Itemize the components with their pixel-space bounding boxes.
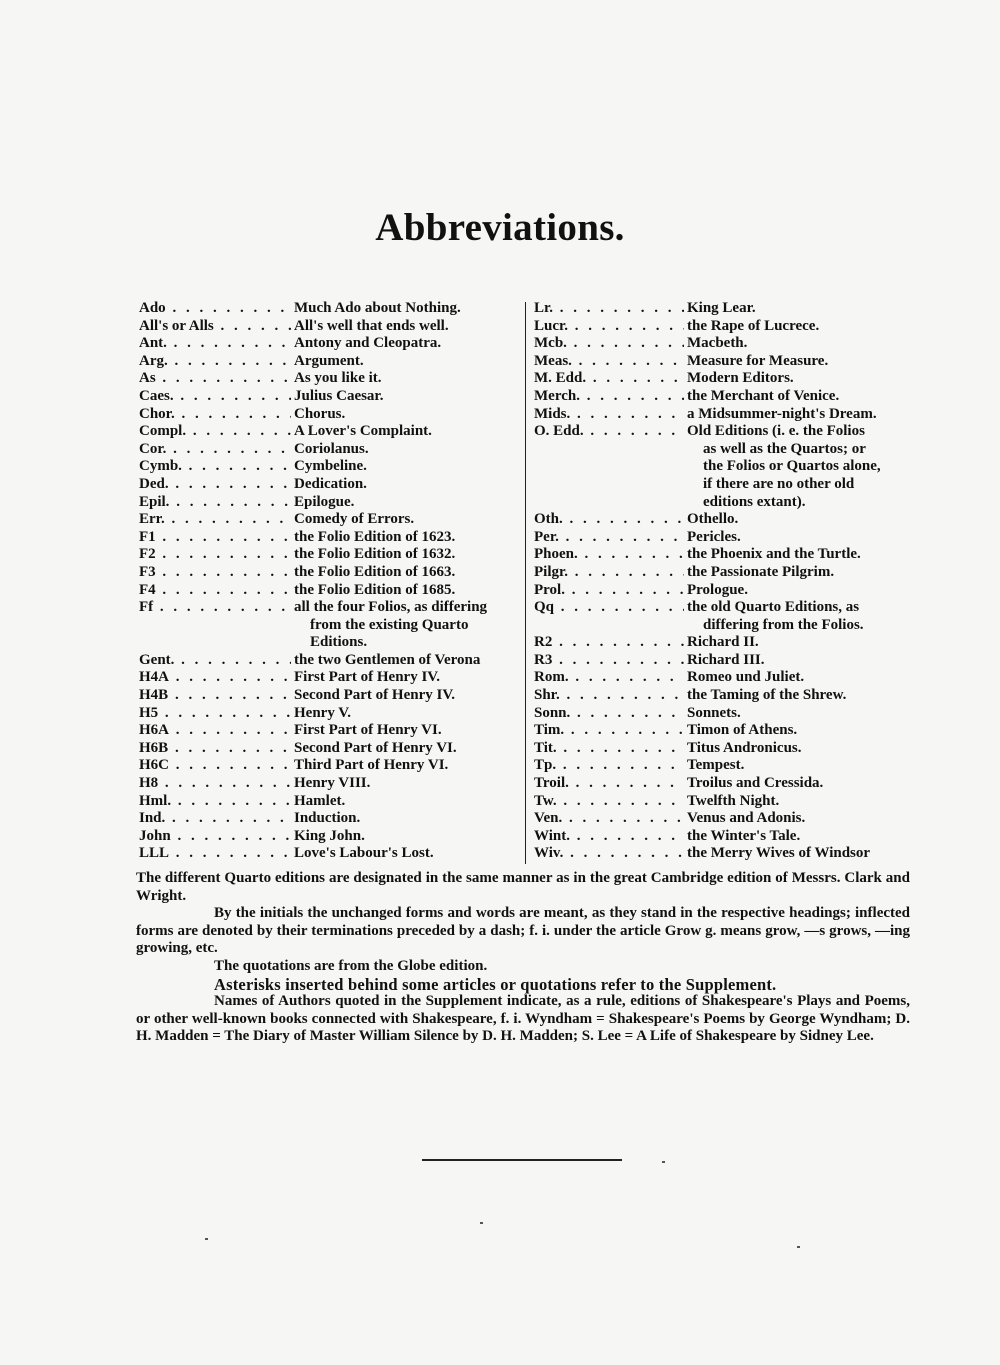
abbreviations-left-column bbox=[139, 300, 524, 863]
abbreviation-meaning bbox=[291, 511, 524, 529]
abbreviation-term: Ado . . . bbox=[139, 300, 291, 318]
abbreviation-row bbox=[139, 546, 524, 564]
abbreviation-term: F4 . . . bbox=[139, 582, 291, 600]
abbreviation-meaning bbox=[291, 757, 524, 775]
abbreviation-row bbox=[534, 722, 914, 740]
abbreviation-term: Ded. . . . bbox=[139, 476, 291, 494]
abbreviation-term: Lr. . . . bbox=[534, 300, 684, 318]
abbreviation-term: Compl. . . . bbox=[139, 423, 291, 441]
abbreviation-meaning bbox=[291, 564, 524, 582]
abbreviation-term: Chor. . . . bbox=[139, 406, 291, 424]
abbreviation-row bbox=[139, 564, 524, 582]
abbreviation-row bbox=[139, 476, 524, 494]
abbreviation-meaning bbox=[684, 652, 914, 670]
meaning-line: as well as the Quartos; or bbox=[703, 440, 866, 457]
meaning-line: King John. bbox=[294, 827, 365, 844]
abbreviation-row bbox=[534, 388, 914, 406]
meaning-line: Tempest. bbox=[687, 757, 745, 774]
note-globe: The quotations are from the Globe edition. bbox=[214, 957, 488, 974]
abbreviation-row bbox=[139, 318, 524, 336]
abbreviation-meaning bbox=[684, 599, 914, 634]
closing-rule bbox=[422, 1159, 622, 1161]
abbreviation-row bbox=[139, 406, 524, 424]
abbreviation-term: Mids. . . . bbox=[534, 406, 684, 424]
abbreviation-term: Prol. . . . bbox=[534, 582, 684, 600]
abbreviation-row bbox=[534, 546, 914, 564]
abbreviation-term: R3 . . . bbox=[534, 652, 684, 670]
abbreviation-term: Ant. . . . bbox=[139, 335, 291, 353]
abbreviation-term: Phoen. . . . bbox=[534, 546, 684, 564]
abbreviation-meaning bbox=[684, 687, 914, 705]
print-speck bbox=[480, 1222, 483, 1224]
abbreviation-meaning bbox=[684, 634, 914, 652]
meaning-line: all the four Folios, as differing bbox=[294, 599, 488, 616]
abbreviation-term: Merch. . . . bbox=[534, 388, 684, 406]
abbreviation-row bbox=[139, 810, 524, 828]
meaning-line: Henry VIII. bbox=[294, 775, 371, 792]
meaning-line: the two Gentlemen of Verona bbox=[294, 651, 481, 668]
abbreviation-term: Cor. . . . bbox=[139, 441, 291, 459]
abbreviation-meaning bbox=[291, 810, 524, 828]
meaning-line: A Lover's Complaint. bbox=[294, 423, 432, 440]
abbreviation-row bbox=[534, 300, 914, 318]
abbreviation-meaning bbox=[684, 318, 914, 336]
abbreviation-term: Shr. . . . bbox=[534, 687, 684, 705]
abbreviation-meaning bbox=[291, 775, 524, 793]
abbreviation-row bbox=[534, 423, 914, 511]
abbreviation-term: Ven. . . . bbox=[534, 810, 684, 828]
abbreviation-term: Ind. . . . bbox=[139, 810, 291, 828]
abbreviation-row bbox=[534, 599, 914, 634]
abbreviation-term: John . . . bbox=[139, 828, 291, 846]
meaning-line: the old Quarto Editions, as bbox=[687, 599, 860, 616]
abbreviation-meaning bbox=[684, 757, 914, 775]
abbreviation-term: Rom. . . . bbox=[534, 669, 684, 687]
meaning-line: Hamlet. bbox=[294, 792, 346, 809]
abbreviation-row bbox=[534, 353, 914, 371]
abbreviation-row bbox=[534, 828, 914, 846]
abbreviation-term: Troil. . . . bbox=[534, 775, 684, 793]
abbreviation-term: Cymb. . . . bbox=[139, 458, 291, 476]
abbreviation-term: Wiv. . . . bbox=[534, 845, 684, 863]
abbreviation-meaning bbox=[684, 353, 914, 371]
meaning-line: the Folio Edition of 1623. bbox=[294, 528, 456, 545]
abbreviation-meaning bbox=[291, 845, 524, 863]
meaning-line: Cymbeline. bbox=[294, 458, 367, 475]
abbreviation-term: Lucr. . . . bbox=[534, 318, 684, 336]
abbreviation-row bbox=[139, 494, 524, 512]
abbreviation-term: Epil. . . . bbox=[139, 494, 291, 512]
abbreviation-term: O. Edd. . . . bbox=[534, 423, 684, 441]
abbreviation-meaning bbox=[291, 406, 524, 424]
abbreviation-term: Pilgr. . . . bbox=[534, 564, 684, 582]
meaning-line: Prologue. bbox=[687, 581, 748, 598]
abbreviation-meaning bbox=[291, 353, 524, 371]
abbreviation-row bbox=[139, 582, 524, 600]
abbreviation-term: H6B . . . bbox=[139, 740, 291, 758]
abbreviation-term: Sonn. . . . bbox=[534, 705, 684, 723]
abbreviation-meaning bbox=[291, 458, 524, 476]
abbreviation-row bbox=[534, 511, 914, 529]
abbreviation-meaning bbox=[291, 546, 524, 564]
abbreviation-row bbox=[534, 793, 914, 811]
abbreviation-row bbox=[534, 775, 914, 793]
abbreviation-meaning bbox=[684, 406, 914, 424]
abbreviation-term: H4B . . . bbox=[139, 687, 291, 705]
abbreviation-meaning bbox=[684, 810, 914, 828]
meaning-line: from the existing Quarto bbox=[310, 616, 469, 633]
meaning-line: Timon of Athens. bbox=[687, 722, 798, 739]
meaning-line: Induction. bbox=[294, 810, 361, 827]
abbreviation-row bbox=[139, 652, 524, 670]
abbreviations-right-column bbox=[534, 300, 914, 863]
abbreviation-meaning bbox=[291, 793, 524, 811]
meaning-line: Julius Caesar. bbox=[294, 387, 384, 404]
abbreviation-meaning bbox=[291, 722, 524, 740]
notes-section bbox=[136, 870, 910, 1046]
meaning-line: Old Editions (i. e. the Folios bbox=[687, 423, 865, 440]
meaning-line: the Folio Edition of 1663. bbox=[294, 563, 456, 580]
abbreviation-term: Caes. . . . bbox=[139, 388, 291, 406]
page-title: Abbreviations. bbox=[375, 206, 625, 249]
column-divider bbox=[525, 302, 526, 864]
meaning-line: the Folio Edition of 1632. bbox=[294, 546, 456, 563]
abbreviation-row bbox=[139, 722, 524, 740]
meaning-line: First Part of Henry IV. bbox=[294, 669, 440, 686]
meaning-line: Richard III. bbox=[687, 651, 765, 668]
abbreviation-row bbox=[139, 441, 524, 459]
abbreviation-meaning bbox=[291, 494, 524, 512]
abbreviation-meaning bbox=[291, 599, 524, 652]
abbreviation-meaning bbox=[684, 705, 914, 723]
note-authors: Names of Authors quoted in the Supplement indicate, as a rule, editions of Shakespeare's Plays and Poems, or other well-known books connected with Shakespeare, f. i. Wyndham = Shakespeare's Poems by George Wyndham; D. H. Madden = The Diary of Master William Silence by D. H. Madden; S. Lee = A Life of Shakespeare by Sidney Lee. bbox=[136, 993, 910, 1045]
abbreviation-term: M. Edd. . . . bbox=[534, 370, 684, 388]
abbreviation-term: Err. . . . bbox=[139, 511, 291, 529]
meaning-line: Third Part of Henry VI. bbox=[294, 757, 449, 774]
meaning-line: First Part of Henry VI. bbox=[294, 722, 442, 739]
meaning-line: Henry V. bbox=[294, 704, 351, 721]
abbreviation-row bbox=[534, 740, 914, 758]
meaning-line: the Folios or Quartos alone, bbox=[703, 458, 881, 475]
abbreviation-meaning bbox=[291, 423, 524, 441]
meaning-line: Second Part of Henry IV. bbox=[294, 687, 455, 704]
meaning-line: a Midsummer-night's Dream. bbox=[687, 405, 877, 422]
abbreviation-meaning bbox=[684, 370, 914, 388]
abbreviation-row bbox=[534, 705, 914, 723]
abbreviation-row bbox=[139, 669, 524, 687]
abbreviation-meaning bbox=[684, 388, 914, 406]
meaning-line: Much Ado about Nothing. bbox=[294, 300, 461, 316]
abbreviation-term: LLL . . . bbox=[139, 845, 291, 863]
meaning-line: Coriolanus. bbox=[294, 440, 369, 457]
meaning-line: Titus Andronicus. bbox=[687, 739, 802, 756]
abbreviation-term: Meas. . . . bbox=[534, 353, 684, 371]
meaning-line: Sonnets. bbox=[687, 704, 741, 721]
abbreviation-meaning bbox=[684, 511, 914, 529]
abbreviation-meaning bbox=[291, 388, 524, 406]
meaning-line: differing from the Folios. bbox=[703, 616, 864, 633]
abbreviation-term: F2 . . . bbox=[139, 546, 291, 564]
meaning-line: As you like it. bbox=[294, 370, 382, 387]
abbreviation-meaning bbox=[291, 529, 524, 547]
abbreviation-row bbox=[139, 775, 524, 793]
abbreviation-term: Qq . . . bbox=[534, 599, 684, 617]
abbreviation-meaning bbox=[684, 582, 914, 600]
abbreviation-term: Per. . . . bbox=[534, 529, 684, 547]
abbreviation-term: Tw. . . . bbox=[534, 793, 684, 811]
abbreviation-meaning bbox=[684, 423, 914, 511]
abbreviation-meaning bbox=[291, 828, 524, 846]
meaning-line: the Passionate Pilgrim. bbox=[687, 563, 835, 580]
abbreviation-term: Ff . . . bbox=[139, 599, 291, 617]
meaning-line: the Rape of Lucrece. bbox=[687, 317, 820, 334]
abbreviation-term: Hml. . . . bbox=[139, 793, 291, 811]
meaning-line: King Lear. bbox=[687, 300, 756, 316]
abbreviation-row bbox=[139, 687, 524, 705]
meaning-line: Macbeth. bbox=[687, 335, 748, 352]
abbreviation-row bbox=[139, 370, 524, 388]
meaning-line: Comedy of Errors. bbox=[294, 511, 415, 528]
abbreviation-meaning bbox=[291, 441, 524, 459]
abbreviation-row bbox=[139, 793, 524, 811]
abbreviation-meaning bbox=[291, 370, 524, 388]
abbreviation-term: H6C . . . bbox=[139, 757, 291, 775]
abbreviation-meaning bbox=[684, 335, 914, 353]
meaning-line: Troilus and Cressida. bbox=[687, 775, 824, 792]
abbreviation-term: Arg. . . . bbox=[139, 353, 291, 371]
abbreviation-row bbox=[534, 564, 914, 582]
abbreviation-meaning bbox=[684, 845, 914, 863]
print-speck bbox=[797, 1246, 800, 1248]
meaning-line: the Phoenix and the Turtle. bbox=[687, 546, 861, 563]
meaning-line: Antony and Cleopatra. bbox=[294, 335, 442, 352]
abbreviation-row bbox=[534, 318, 914, 336]
abbreviation-meaning bbox=[684, 793, 914, 811]
abbreviation-meaning bbox=[291, 318, 524, 336]
abbreviation-term: Tim. . . . bbox=[534, 722, 684, 740]
abbreviation-term: Tp. . . . bbox=[534, 757, 684, 775]
abbreviation-meaning bbox=[291, 705, 524, 723]
abbreviation-row bbox=[534, 845, 914, 863]
abbreviation-row bbox=[139, 705, 524, 723]
abbreviation-term: F3 . . . bbox=[139, 564, 291, 582]
abbreviation-meaning bbox=[684, 669, 914, 687]
abbreviation-term: R2 . . . bbox=[534, 634, 684, 652]
meaning-line: Love's Labour's Lost. bbox=[294, 845, 434, 862]
abbreviation-term: F1 . . . bbox=[139, 529, 291, 547]
abbreviation-row bbox=[534, 810, 914, 828]
note-asterisks: Asterisks inserted behind some articles or quotations refer to the Supplement. bbox=[214, 974, 777, 994]
abbreviation-meaning bbox=[684, 775, 914, 793]
meaning-line: Pericles. bbox=[687, 528, 741, 545]
abbreviation-meaning bbox=[291, 582, 524, 600]
meaning-line: Argument. bbox=[294, 352, 364, 369]
abbreviation-term: Tit. . . . bbox=[534, 740, 684, 758]
abbreviation-row bbox=[139, 599, 524, 652]
abbreviation-row bbox=[534, 634, 914, 652]
meaning-line: Chorus. bbox=[294, 405, 346, 422]
abbreviation-row bbox=[139, 300, 524, 318]
abbreviation-row bbox=[139, 740, 524, 758]
meaning-line: if there are no other old bbox=[703, 475, 855, 492]
abbreviation-term: H8 . . . bbox=[139, 775, 291, 793]
abbreviation-meaning bbox=[684, 564, 914, 582]
abbreviation-row bbox=[139, 845, 524, 863]
abbreviation-row bbox=[534, 529, 914, 547]
meaning-line: Measure for Measure. bbox=[687, 352, 829, 369]
abbreviation-row bbox=[139, 353, 524, 371]
meaning-line: Richard II. bbox=[687, 634, 759, 651]
abbreviation-row bbox=[139, 388, 524, 406]
abbreviation-term: H5 . . . bbox=[139, 705, 291, 723]
abbreviation-term: As . . . bbox=[139, 370, 291, 388]
meaning-line: the Winter's Tale. bbox=[687, 827, 801, 844]
abbreviation-meaning bbox=[291, 652, 524, 670]
abbreviation-term: H4A . . . bbox=[139, 669, 291, 687]
abbreviation-term: Gent. . . . bbox=[139, 652, 291, 670]
meaning-line: All's well that ends well. bbox=[294, 317, 449, 334]
meaning-line: Second Part of Henry VI. bbox=[294, 739, 457, 756]
abbreviation-meaning bbox=[684, 529, 914, 547]
meaning-line: Romeo und Juliet. bbox=[687, 669, 805, 686]
meaning-line: Editions. bbox=[310, 634, 368, 651]
meaning-line: editions extant). bbox=[703, 493, 806, 510]
abbreviation-meaning bbox=[291, 300, 524, 318]
abbreviation-term: All's or Alls . . . bbox=[139, 318, 291, 336]
abbreviation-row bbox=[534, 652, 914, 670]
meaning-line: Twelfth Night. bbox=[687, 792, 780, 809]
abbreviation-meaning bbox=[291, 687, 524, 705]
abbreviation-row bbox=[139, 423, 524, 441]
abbreviation-meaning bbox=[684, 740, 914, 758]
meaning-line: the Folio Edition of 1685. bbox=[294, 581, 456, 598]
abbreviation-row bbox=[534, 335, 914, 353]
meaning-line: Venus and Adonis. bbox=[687, 810, 806, 827]
abbreviation-row bbox=[139, 828, 524, 846]
meaning-line: the Taming of the Shrew. bbox=[687, 687, 847, 704]
meaning-line: Modern Editors. bbox=[687, 370, 794, 387]
abbreviation-meaning bbox=[291, 669, 524, 687]
abbreviation-row bbox=[534, 406, 914, 424]
abbreviation-row bbox=[534, 370, 914, 388]
abbreviation-meaning bbox=[684, 722, 914, 740]
abbreviation-row bbox=[139, 529, 524, 547]
meaning-line: Dedication. bbox=[294, 475, 367, 492]
abbreviation-meaning bbox=[291, 335, 524, 353]
abbreviation-meaning bbox=[684, 546, 914, 564]
abbreviation-row bbox=[534, 687, 914, 705]
abbreviation-meaning bbox=[291, 476, 524, 494]
abbreviation-row bbox=[139, 757, 524, 775]
abbreviation-meaning bbox=[684, 828, 914, 846]
meaning-line: Epilogue. bbox=[294, 493, 355, 510]
meaning-line: the Merchant of Venice. bbox=[687, 387, 840, 404]
abbreviation-meaning bbox=[291, 740, 524, 758]
abbreviation-meaning bbox=[684, 300, 914, 318]
abbreviation-term: Oth. . . . bbox=[534, 511, 684, 529]
print-speck bbox=[662, 1161, 665, 1163]
abbreviation-term: H6A . . . bbox=[139, 722, 291, 740]
abbreviation-row bbox=[139, 511, 524, 529]
meaning-line: Othello. bbox=[687, 511, 739, 528]
abbreviation-term: Mcb. . . . bbox=[534, 335, 684, 353]
note-initials: By the initials the unchanged forms and words are meant, as they stand in the respective headings; inflected forms are denoted by their terminations preceded by a dash; f. i. under the article Grow g. means grow, —s grows, —ing growing, etc. bbox=[136, 905, 910, 957]
abbreviation-row bbox=[534, 582, 914, 600]
abbreviation-row bbox=[534, 669, 914, 687]
meaning-line: the Merry Wives of Windsor bbox=[687, 845, 871, 862]
abbreviation-row bbox=[139, 458, 524, 476]
note-quarto: The different Quarto editions are designated in the same manner as in the great Cambridge edition of Messrs. Clark and Wright. bbox=[136, 870, 910, 904]
abbreviation-row bbox=[534, 757, 914, 775]
abbreviation-term: Wint. . . . bbox=[534, 828, 684, 846]
print-speck bbox=[205, 1238, 208, 1240]
abbreviation-row bbox=[139, 335, 524, 353]
